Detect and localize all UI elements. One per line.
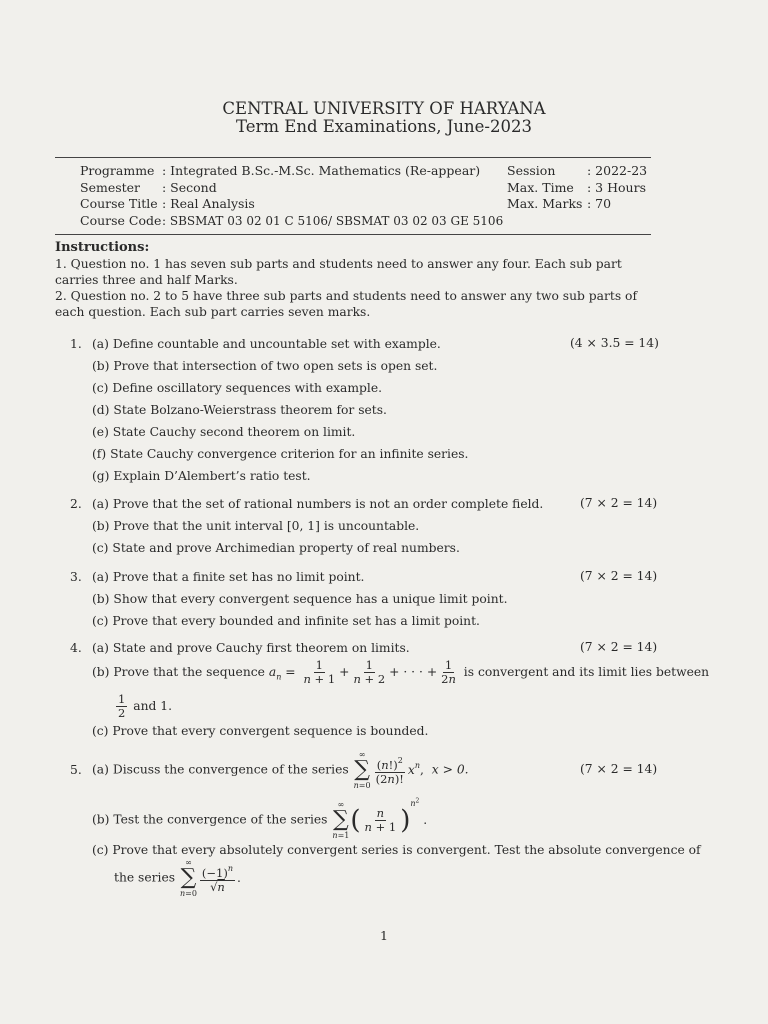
sequence-formula: $a_n$ = $\frac{1}{n + 1}$ + $\frac{1}{n + 2}$ + · · · + $\frac{1}{2n}$ [268,658,456,686]
meta-value: : 70 [587,196,612,211]
part-text: Prove that the set of rational numbers is not an order complete field. [112,497,544,511]
part-text: State and prove Cauchy first theorem on limits. [112,641,410,655]
part-label: (f) [92,447,107,461]
question-marks: (7 × 2 = 14) [580,762,658,776]
part-text: the series [114,870,176,885]
part-label: (b) [92,519,110,533]
question-marks: (4 × 3.5 = 14) [570,336,659,350]
question-number: 4. [70,641,82,655]
meta-right-values [587,163,647,213]
part-text: Show that every convergent sequence has a unique limit point. [113,592,508,606]
part-label: (a) [92,497,109,511]
meta-value: : Second [162,179,217,195]
question-part-continued [114,858,241,898]
exam-title: Term End Examinations, June-2023 [236,117,532,136]
question-part [92,519,419,533]
part-label: (c) [92,381,109,395]
question-part [92,425,355,439]
series-formula: ∞ ∑ n=0 $\frac{(-1)^n}{√n}$ . [179,858,241,898]
instruction-item: 1. Question no. 1 has seven sub parts and students need to answer any four. Each sub part carries three and half Marks. [55,257,622,287]
part-text: Prove that every absolutely convergent series is convergent. Test the absolute convergence of [112,843,701,857]
part-text: State and prove Archimedian property of real numbers. [112,541,460,555]
page-number: 1 [380,928,388,943]
question-part [92,843,701,857]
question-marks: (7 × 2 = 14) [580,496,658,510]
part-label: (a) [92,641,109,655]
question-part [92,541,460,555]
question-part [92,447,468,461]
question-part [92,750,469,790]
instructions [55,240,652,320]
part-text: Explain D’Alembert’s ratio test. [113,469,311,483]
meta-left-values [162,163,503,229]
part-text: State Cauchy second theorem on limit. [112,425,356,439]
question-part-continued [114,693,172,720]
question-number: 1. [70,337,82,351]
university-title: CENTRAL UNIVERSITY OF HARYANA [222,99,546,118]
question-part [92,614,480,628]
part-text: Prove that the unit interval [0, 1] is uncountable. [113,519,420,533]
part-label: (e) [92,425,109,439]
meta-label: Max. Time [507,179,574,195]
part-label: (c) [92,541,109,555]
question-part [92,381,382,395]
question-part [92,570,364,584]
part-label: (d) [92,403,110,417]
question-part [92,403,387,417]
part-text: Define countable and uncountable set with example. [112,337,441,351]
series-formula: ∞ ∑ n=1 ( $\frac{n}{n + 1}$ )$^{n^2}$ . [332,797,428,841]
question-part [92,797,427,840]
meta-value: : Integrated B.Sc.-M.Sc. Mathematics (Re-appear) [162,163,481,178]
question-marks: (7 × 2 = 14) [580,569,658,583]
instruction-item: 2. Question no. 2 to 5 have three sub parts and students need to answer any two sub parts of each question. Each sub part carries seven marks. [55,289,638,319]
part-text: Prove that a finite set has no limit point. [112,570,365,584]
meta-label: Max. Marks [507,196,583,211]
part-label: (b) [92,812,110,827]
part-text: Discuss the convergence of the series [112,762,349,777]
part-label: (c) [92,614,109,628]
part-label: (a) [92,762,109,777]
part-text: x > 0. [431,762,469,777]
part-text: is convergent and its limit lies between [463,665,710,679]
meta-label: Session [507,163,556,178]
meta-value: : 3 Hours [587,179,646,195]
meta-label: Course Title [80,196,158,211]
question-part [92,359,437,373]
part-label: (c) [92,843,109,857]
top-rule [55,157,651,158]
half-fraction: $\frac{1}{2}$ [118,692,126,720]
part-text: Define oscillatory sequences with example. [112,381,383,395]
part-label: (b) [92,665,110,679]
part-text: Prove that intersection of two open sets is open set. [113,359,438,373]
meta-label: Programme [80,163,155,178]
part-label: (b) [92,359,110,373]
meta-label: Course Code [80,212,162,228]
part-text: State Bolzano-Weierstrass theorem for sets. [113,403,387,417]
question-marks: (7 × 2 = 14) [580,640,658,654]
question-number: 3. [70,570,82,584]
part-text: Test the convergence of the series [113,812,328,827]
meta-label: Semester [80,179,141,195]
question-number: 2. [70,497,82,511]
question-number: 5. [70,763,82,777]
bottom-rule [55,234,651,235]
meta-left-labels [80,163,161,229]
part-text: Prove that every convergent sequence is bounded. [112,724,429,738]
meta-value: : SBSMAT 03 02 01 C 5106/ SBSMAT 03 02 03 GE 5106 [162,213,504,228]
part-text: and 1. [133,699,173,713]
question-part [92,724,428,738]
instructions-heading: Instructions: [55,240,150,255]
question-part [92,497,543,511]
question-part [92,469,311,483]
part-label: (a) [92,570,109,584]
part-label: (c) [92,724,109,738]
part-label: (a) [92,337,109,351]
part-text: Prove that the sequence [113,665,265,679]
part-text: Prove that every bounded and infinite set has a limit point. [112,614,480,628]
meta-value: : Real Analysis [162,196,255,211]
meta-right-labels [507,163,582,213]
part-label: (g) [92,469,110,483]
meta-value: : 2022-23 [587,163,648,178]
question-part [92,641,410,655]
part-text: State Cauchy convergence criterion for an infinite series. [110,447,469,461]
part-label: (b) [92,592,110,606]
question-part [92,659,709,686]
question-part [92,592,507,606]
series-formula: ∞ ∑ n=0 $\frac{(n!)^2}{(2n)!}$ $x^n$, [353,750,424,790]
question-part [92,337,441,351]
